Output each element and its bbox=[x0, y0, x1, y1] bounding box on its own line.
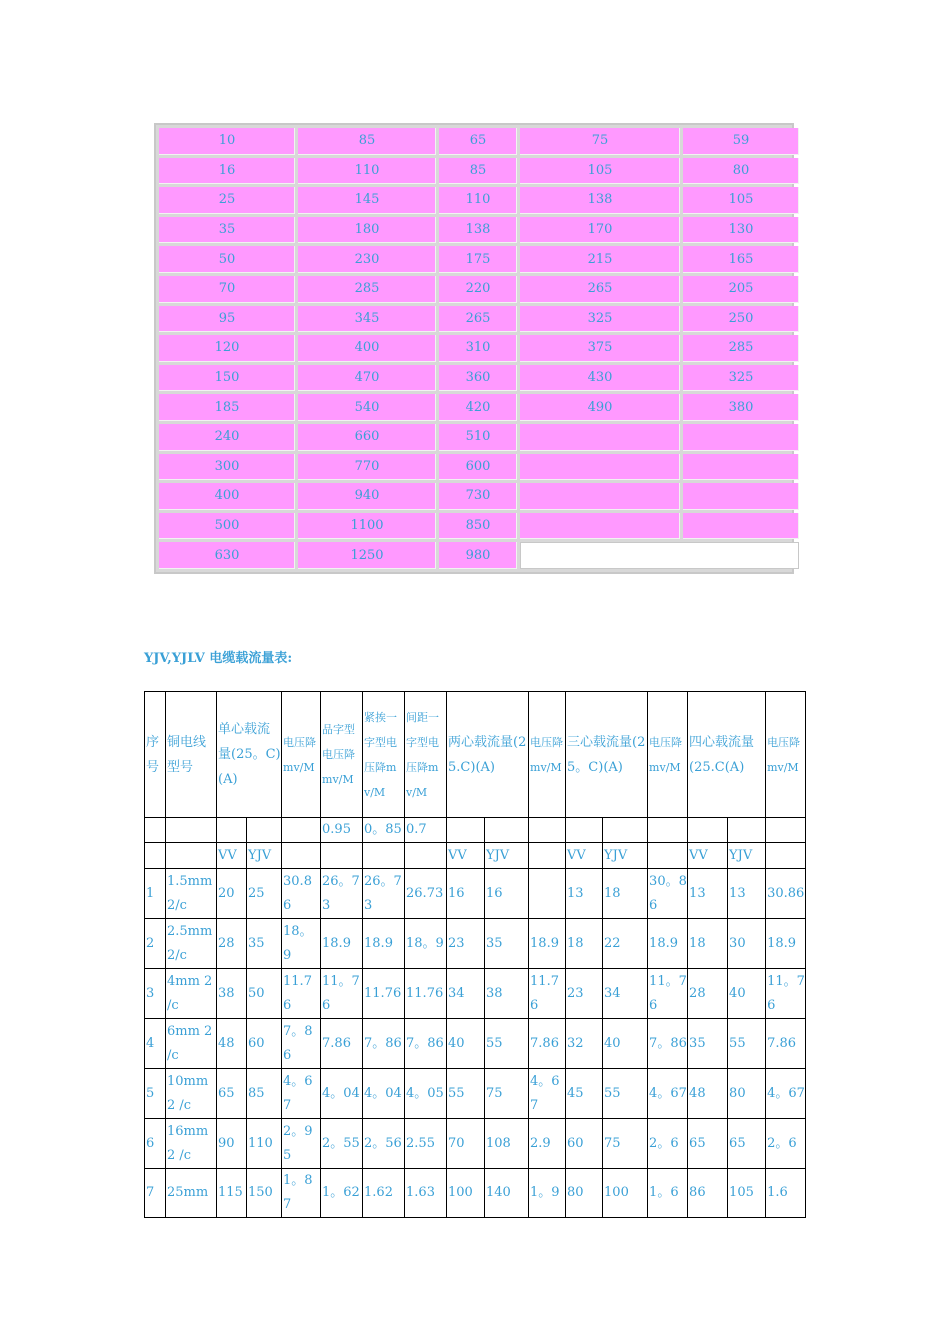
pink-table-cell: 10 bbox=[159, 128, 295, 155]
pink-table-cell: 230 bbox=[298, 246, 436, 273]
pink-table-cell: 380 bbox=[683, 394, 799, 421]
cell-model: 25mm bbox=[166, 1169, 217, 1218]
pink-table-cell: 360 bbox=[439, 365, 517, 392]
empty-cell bbox=[282, 843, 321, 869]
table-row bbox=[145, 869, 806, 919]
cell-t2-yjv: 35 bbox=[485, 919, 529, 969]
cell-vd2: 4。67 bbox=[529, 1069, 566, 1119]
sub-vv: VV bbox=[566, 843, 603, 869]
cell-t4-yjv: 65 bbox=[728, 1119, 766, 1169]
pink-table-row bbox=[159, 128, 799, 155]
empty-cell bbox=[603, 818, 648, 843]
pink-table-cell: 110 bbox=[439, 187, 517, 214]
pink-table-cell: 285 bbox=[298, 276, 436, 303]
cell-vd3: 4。67 bbox=[648, 1069, 688, 1119]
ampacity-table-pink bbox=[154, 123, 794, 574]
pink-table-cell: 300 bbox=[159, 454, 295, 481]
cell-t2-vv: 40 bbox=[447, 1019, 485, 1069]
cell-vd4: 4。67 bbox=[766, 1069, 806, 1119]
cell-tre: 26。73 bbox=[321, 869, 363, 919]
cell-fs: 26.73 bbox=[405, 869, 447, 919]
cell-t3-yjv: 34 bbox=[603, 969, 648, 1019]
cell-t4-vv: 35 bbox=[688, 1019, 728, 1069]
cell-t4-vv: 13 bbox=[688, 869, 728, 919]
pink-table-cell: 325 bbox=[683, 365, 799, 392]
pink-table-cell: 138 bbox=[520, 187, 680, 214]
cell-tre: 4。04 bbox=[321, 1069, 363, 1119]
pink-table-row bbox=[159, 365, 799, 392]
cell-vd3: 11。76 bbox=[648, 969, 688, 1019]
cell-vd: 4。67 bbox=[282, 1069, 321, 1119]
table-header-row bbox=[145, 692, 806, 818]
cell-t3-yjv: 40 bbox=[603, 1019, 648, 1069]
empty-cell bbox=[688, 818, 728, 843]
pink-table-cell bbox=[683, 513, 799, 540]
factor-flat-spaced: 0.7 bbox=[405, 818, 447, 843]
cell-vd: 2。95 bbox=[282, 1119, 321, 1169]
cell-t2-vv: 34 bbox=[447, 969, 485, 1019]
cell-vd3: 1。6 bbox=[648, 1169, 688, 1218]
cell-vd4: 18.9 bbox=[766, 919, 806, 969]
header-flat-touch: 紧挨一字型电压降mv/M bbox=[363, 692, 405, 818]
pink-table-cell: 105 bbox=[520, 158, 680, 185]
pink-table-cell: 325 bbox=[520, 306, 680, 333]
cell-t2-yjv: 108 bbox=[485, 1119, 529, 1169]
cell-t2-vv: 16 bbox=[447, 869, 485, 919]
cell-vd3: 2。6 bbox=[648, 1119, 688, 1169]
pink-table-row bbox=[159, 424, 799, 451]
cell-tre: 2。55 bbox=[321, 1119, 363, 1169]
cell-model: 2.5mm 2/c bbox=[166, 919, 217, 969]
cell-vd2: 1。9 bbox=[529, 1169, 566, 1218]
cell-vd4: 2。6 bbox=[766, 1119, 806, 1169]
cell-vd4: 7.86 bbox=[766, 1019, 806, 1069]
blank-cell bbox=[520, 542, 799, 569]
pink-table-cell: 220 bbox=[439, 276, 517, 303]
cell-vd: 30.86 bbox=[282, 869, 321, 919]
cell-model: 6mm 2 /c bbox=[166, 1019, 217, 1069]
empty-cell bbox=[282, 818, 321, 843]
pink-table-cell: 75 bbox=[520, 128, 680, 155]
cell-t3-vv: 13 bbox=[566, 869, 603, 919]
pink-table-cell: 265 bbox=[439, 306, 517, 333]
pink-table-cell: 95 bbox=[159, 306, 295, 333]
pink-table-cell: 35 bbox=[159, 217, 295, 244]
pink-table-cell: 400 bbox=[298, 335, 436, 362]
cell-s-vv: 38 bbox=[217, 969, 247, 1019]
pink-table-cell bbox=[520, 454, 680, 481]
factor-flat-touch: 0。85 bbox=[363, 818, 405, 843]
pink-table-cell: 180 bbox=[298, 217, 436, 244]
pink-table-cell: 145 bbox=[298, 187, 436, 214]
cell-t4-yjv: 13 bbox=[728, 869, 766, 919]
table-row bbox=[145, 969, 806, 1019]
pink-table-cell: 175 bbox=[439, 246, 517, 273]
table-row bbox=[145, 919, 806, 969]
cell-t4-yjv: 80 bbox=[728, 1069, 766, 1119]
pink-table-cell: 730 bbox=[439, 483, 517, 510]
pink-table-cell: 345 bbox=[298, 306, 436, 333]
empty-cell bbox=[529, 818, 566, 843]
pink-table-cell bbox=[683, 483, 799, 510]
pink-table-cell: 205 bbox=[683, 276, 799, 303]
empty-cell bbox=[166, 843, 217, 869]
pink-table-row bbox=[159, 335, 799, 362]
pink-table-cell: 510 bbox=[439, 424, 517, 451]
cell-seq: 3 bbox=[145, 969, 166, 1019]
pink-table-cell: 138 bbox=[439, 217, 517, 244]
pink-table-cell: 250 bbox=[683, 306, 799, 333]
cell-vd3: 7。86 bbox=[648, 1019, 688, 1069]
pink-table-row bbox=[159, 542, 799, 569]
cell-s-yjv: 85 bbox=[247, 1069, 282, 1119]
table-row bbox=[145, 1119, 806, 1169]
header-model: 铜电线型号 bbox=[166, 692, 217, 818]
sub-yjv: YJV bbox=[728, 843, 766, 869]
pink-table-row bbox=[159, 394, 799, 421]
cell-tre: 11。76 bbox=[321, 969, 363, 1019]
cell-t2-vv: 70 bbox=[447, 1119, 485, 1169]
section-heading: YJV,YJLV 电缆载流量表: bbox=[144, 651, 293, 666]
empty-cell bbox=[363, 843, 405, 869]
pink-table-cell: 400 bbox=[159, 483, 295, 510]
header-vdrop4: 电压降mv/M bbox=[766, 692, 806, 818]
pink-table-cell: 165 bbox=[683, 246, 799, 273]
factor-trefoil: 0.95 bbox=[321, 818, 363, 843]
pink-table-cell: 70 bbox=[159, 276, 295, 303]
cell-tre: 7.86 bbox=[321, 1019, 363, 1069]
pink-table-cell: 16 bbox=[159, 158, 295, 185]
pink-table-cell: 430 bbox=[520, 365, 680, 392]
pink-table-row bbox=[159, 158, 799, 185]
empty-cell bbox=[447, 818, 485, 843]
cell-t3-vv: 80 bbox=[566, 1169, 603, 1218]
pink-table-row bbox=[159, 483, 799, 510]
header-vdrop2: 电压降mv/M bbox=[529, 692, 566, 818]
cell-t3-yjv: 18 bbox=[603, 869, 648, 919]
cell-vd: 11.76 bbox=[282, 969, 321, 1019]
cell-t2-yjv: 140 bbox=[485, 1169, 529, 1218]
cell-t4-yjv: 105 bbox=[728, 1169, 766, 1218]
table-row bbox=[145, 1019, 806, 1069]
cell-t4-vv: 86 bbox=[688, 1169, 728, 1218]
header-four-core: 四心载流量(25.C(A) bbox=[688, 692, 766, 818]
cell-vd2 bbox=[529, 869, 566, 919]
sub-vv: VV bbox=[688, 843, 728, 869]
pink-table-cell: 310 bbox=[439, 335, 517, 362]
cell-vd3: 30。86 bbox=[648, 869, 688, 919]
cell-vd2: 11.76 bbox=[529, 969, 566, 1019]
header-three-core: 三心载流量(25。C)(A) bbox=[566, 692, 648, 818]
cell-t4-yjv: 40 bbox=[728, 969, 766, 1019]
pink-table-cell: 80 bbox=[683, 158, 799, 185]
pink-table-cell bbox=[520, 424, 680, 451]
pink-table-cell: 1250 bbox=[298, 542, 436, 569]
pink-table-cell: 50 bbox=[159, 246, 295, 273]
header-trefoil: 品字型电压降mv/M bbox=[321, 692, 363, 818]
cell-t2-vv: 55 bbox=[447, 1069, 485, 1119]
factor-row bbox=[145, 818, 806, 843]
empty-cell bbox=[166, 818, 217, 843]
cell-t2-yjv: 38 bbox=[485, 969, 529, 1019]
cell-t4-yjv: 30 bbox=[728, 919, 766, 969]
pink-table-cell: 630 bbox=[159, 542, 295, 569]
sub-yjv: YJV bbox=[603, 843, 648, 869]
pink-table-cell: 540 bbox=[298, 394, 436, 421]
cell-fs: 2.55 bbox=[405, 1119, 447, 1169]
cell-t4-vv: 28 bbox=[688, 969, 728, 1019]
pink-table-cell: 150 bbox=[159, 365, 295, 392]
empty-cell bbox=[217, 818, 247, 843]
cell-vd: 18。9 bbox=[282, 919, 321, 969]
cell-t4-yjv: 55 bbox=[728, 1019, 766, 1069]
cell-vd3: 18.9 bbox=[648, 919, 688, 969]
cell-t3-yjv: 55 bbox=[603, 1069, 648, 1119]
cell-tre: 1。62 bbox=[321, 1169, 363, 1218]
cell-vd2: 18.9 bbox=[529, 919, 566, 969]
cell-t3-vv: 60 bbox=[566, 1119, 603, 1169]
cell-seq: 1 bbox=[145, 869, 166, 919]
empty-cell bbox=[648, 843, 688, 869]
cell-ft: 7。86 bbox=[363, 1019, 405, 1069]
pink-table-cell: 490 bbox=[520, 394, 680, 421]
cell-fs: 7。86 bbox=[405, 1019, 447, 1069]
pink-table-cell: 170 bbox=[520, 217, 680, 244]
cell-t3-vv: 18 bbox=[566, 919, 603, 969]
yjv-ampacity-table bbox=[144, 691, 806, 1218]
pink-table-cell: 940 bbox=[298, 483, 436, 510]
pink-table-row bbox=[159, 513, 799, 540]
cell-t2-vv: 100 bbox=[447, 1169, 485, 1218]
empty-cell bbox=[145, 843, 166, 869]
cell-fs: 18。9 bbox=[405, 919, 447, 969]
cell-seq: 4 bbox=[145, 1019, 166, 1069]
pink-table-cell bbox=[683, 454, 799, 481]
header-flat-spaced: 间距一字型电压降mv/M bbox=[405, 692, 447, 818]
empty-cell bbox=[766, 843, 806, 869]
header-seq: 序号 bbox=[145, 692, 166, 818]
pink-table-cell: 660 bbox=[298, 424, 436, 451]
pink-table bbox=[156, 125, 802, 572]
cell-t3-vv: 32 bbox=[566, 1019, 603, 1069]
cell-t3-vv: 23 bbox=[566, 969, 603, 1019]
subheader-row bbox=[145, 843, 806, 869]
pink-table-cell bbox=[520, 513, 680, 540]
empty-cell bbox=[728, 818, 766, 843]
header-two-core: 两心载流量(25.C)(A) bbox=[447, 692, 529, 818]
empty-cell bbox=[321, 843, 363, 869]
cell-t2-yjv: 16 bbox=[485, 869, 529, 919]
pink-table-row bbox=[159, 276, 799, 303]
cell-seq: 6 bbox=[145, 1119, 166, 1169]
cell-seq: 7 bbox=[145, 1169, 166, 1218]
empty-cell bbox=[485, 818, 529, 843]
sub-vv: VV bbox=[447, 843, 485, 869]
header-single-core: 单心载流量(25。C)(A) bbox=[217, 692, 282, 818]
cell-t2-yjv: 55 bbox=[485, 1019, 529, 1069]
cell-vd: 1。87 bbox=[282, 1169, 321, 1218]
cell-t3-vv: 45 bbox=[566, 1069, 603, 1119]
cell-s-vv: 115 bbox=[217, 1169, 247, 1218]
pink-table-cell: 85 bbox=[439, 158, 517, 185]
cell-ft: 18.9 bbox=[363, 919, 405, 969]
pink-table-cell: 420 bbox=[439, 394, 517, 421]
pink-table-cell bbox=[683, 424, 799, 451]
sub-vv: VV bbox=[217, 843, 247, 869]
pink-table-cell: 500 bbox=[159, 513, 295, 540]
pink-table-row bbox=[159, 217, 799, 244]
empty-cell bbox=[566, 818, 603, 843]
cell-s-yjv: 25 bbox=[247, 869, 282, 919]
pink-table-cell: 1100 bbox=[298, 513, 436, 540]
pink-table-cell: 215 bbox=[520, 246, 680, 273]
empty-cell bbox=[648, 818, 688, 843]
cell-vd2: 2.9 bbox=[529, 1119, 566, 1169]
cell-t4-vv: 18 bbox=[688, 919, 728, 969]
pink-table-cell: 85 bbox=[298, 128, 436, 155]
pink-table-cell: 65 bbox=[439, 128, 517, 155]
cell-vd4: 1.6 bbox=[766, 1169, 806, 1218]
cell-ft: 2。56 bbox=[363, 1119, 405, 1169]
pink-table-cell: 375 bbox=[520, 335, 680, 362]
cell-s-yjv: 35 bbox=[247, 919, 282, 969]
cell-s-vv: 90 bbox=[217, 1119, 247, 1169]
cell-vd2: 7.86 bbox=[529, 1019, 566, 1069]
table-row bbox=[145, 1169, 806, 1218]
cell-vd4: 11。76 bbox=[766, 969, 806, 1019]
pink-table-cell: 130 bbox=[683, 217, 799, 244]
pink-table-cell bbox=[520, 483, 680, 510]
pink-table-cell: 120 bbox=[159, 335, 295, 362]
cell-seq: 5 bbox=[145, 1069, 166, 1119]
cell-s-vv: 20 bbox=[217, 869, 247, 919]
empty-cell bbox=[766, 818, 806, 843]
cell-vd: 7。86 bbox=[282, 1019, 321, 1069]
cell-t4-vv: 65 bbox=[688, 1119, 728, 1169]
cell-s-yjv: 60 bbox=[247, 1019, 282, 1069]
pink-table-row bbox=[159, 306, 799, 333]
pink-table-cell: 185 bbox=[159, 394, 295, 421]
cell-t2-yjv: 75 bbox=[485, 1069, 529, 1119]
cell-t3-yjv: 22 bbox=[603, 919, 648, 969]
pink-table-cell: 240 bbox=[159, 424, 295, 451]
sub-yjv: YJV bbox=[247, 843, 282, 869]
cell-ft: 4。04 bbox=[363, 1069, 405, 1119]
empty-cell bbox=[145, 818, 166, 843]
header-vdrop3: 电压降mv/M bbox=[648, 692, 688, 818]
cell-ft: 26。73 bbox=[363, 869, 405, 919]
pink-table-row bbox=[159, 454, 799, 481]
pink-table-cell: 470 bbox=[298, 365, 436, 392]
cell-s-vv: 28 bbox=[217, 919, 247, 969]
cell-s-vv: 48 bbox=[217, 1019, 247, 1069]
cell-t3-yjv: 75 bbox=[603, 1119, 648, 1169]
cell-seq: 2 bbox=[145, 919, 166, 969]
pink-table-cell: 59 bbox=[683, 128, 799, 155]
cell-fs: 1.63 bbox=[405, 1169, 447, 1218]
header-vdrop: 电压降mv/M bbox=[282, 692, 321, 818]
cell-t3-yjv: 100 bbox=[603, 1169, 648, 1218]
pink-table-cell: 600 bbox=[439, 454, 517, 481]
cell-s-yjv: 150 bbox=[247, 1169, 282, 1218]
cell-model: 10mm 2 /c bbox=[166, 1069, 217, 1119]
sub-yjv: YJV bbox=[485, 843, 529, 869]
cell-model: 1.5mm 2/c bbox=[166, 869, 217, 919]
pink-table-row bbox=[159, 246, 799, 273]
pink-table-cell: 110 bbox=[298, 158, 436, 185]
cell-ft: 1.62 bbox=[363, 1169, 405, 1218]
pink-table-row bbox=[159, 187, 799, 214]
cell-fs: 4。05 bbox=[405, 1069, 447, 1119]
cell-t4-vv: 48 bbox=[688, 1069, 728, 1119]
empty-cell bbox=[247, 818, 282, 843]
table-row bbox=[145, 1069, 806, 1119]
cell-model: 4mm 2 /c bbox=[166, 969, 217, 1019]
pink-table-cell: 25 bbox=[159, 187, 295, 214]
cell-s-yjv: 110 bbox=[247, 1119, 282, 1169]
pink-table-cell: 980 bbox=[439, 542, 517, 569]
pink-table-cell: 265 bbox=[520, 276, 680, 303]
cell-s-yjv: 50 bbox=[247, 969, 282, 1019]
pink-table-cell: 850 bbox=[439, 513, 517, 540]
cell-ft: 11.76 bbox=[363, 969, 405, 1019]
cell-fs: 11.76 bbox=[405, 969, 447, 1019]
cell-vd4: 30.86 bbox=[766, 869, 806, 919]
pink-table-cell: 770 bbox=[298, 454, 436, 481]
cell-s-vv: 65 bbox=[217, 1069, 247, 1119]
pink-table-cell: 285 bbox=[683, 335, 799, 362]
empty-cell bbox=[529, 843, 566, 869]
cell-model: 16mm 2 /c bbox=[166, 1119, 217, 1169]
cell-t2-vv: 23 bbox=[447, 919, 485, 969]
pink-table-cell: 105 bbox=[683, 187, 799, 214]
cell-tre: 18.9 bbox=[321, 919, 363, 969]
empty-cell bbox=[405, 843, 447, 869]
